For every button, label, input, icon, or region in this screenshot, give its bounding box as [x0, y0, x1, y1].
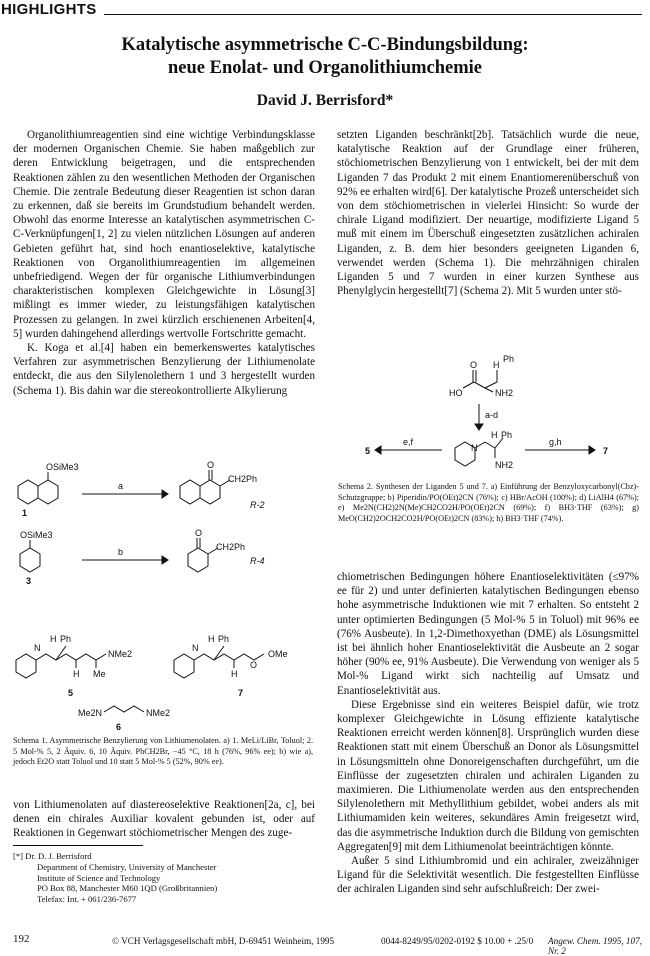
- s2-compound-7: 7: [603, 446, 609, 456]
- scheme-1-figure: [12, 460, 318, 732]
- footer-code: 0044-8249/95/0202-0192 $ 10.00 + .25/0: [381, 936, 534, 946]
- s1-product2-group: CH2Ph: [216, 542, 246, 552]
- right-column-bottom: [337, 570, 639, 897]
- scheme-2-figure: [337, 348, 640, 480]
- s2-arrow-label-gh: g,h: [549, 437, 562, 447]
- s2-n-label: N: [471, 443, 478, 453]
- s1-ligand-7-label: 7: [238, 688, 244, 698]
- footnote-author: [*] Dr. D. J. Berrisford: [13, 851, 92, 861]
- left-paragraph-1: Organolithiumreagentien sind eine wichtige Verbindungsklasse der modernen Organischen Chemie. Sie haben maßgeblich zur deren Entwicklung beigetragen, und die entsprechenden Reaktionen zählen zu den wesentlichen Methoden der Organischen Chemie. Die zentrale Bedeutung dieser Reagentien ist schon daran zu erkennen, daß sie bereits im Grundstudium behandelt werden. Obwohl das enorme Interesse an katalytischen asymmetrischen C-C-Verknüpfungen[1, 2] zu vielen nützlichen Lösungen auf anderen Gebieten geführt hat, sind hoch enantioselektive, katalytische Reaktionen von Organolithiumreagentien im allgemeinen unbefriedigend. Wegen der für organische Lithiumverbindungen charakteristischen komplexen Gleichgewichte in Lösung[3] mißlingt es immer wieder, zu leistungsfähigen katalytischen Prozessen zu gelangen. In zwei kürzlich erschienenen Arbeiten[4, 5] wurden dahingehend allerdings wertvolle Fortschritte gemacht.: [13, 129, 315, 340]
- section-header: [0, 0, 650, 20]
- s2-compound-5: 5: [365, 446, 371, 456]
- s2-ho-label: HO: [449, 388, 463, 398]
- author-name: David J. Berrisford*: [256, 92, 394, 109]
- title-line-1: Katalytische asymmetrische C-C-Bindungsbildung:: [121, 35, 529, 55]
- page-number: 192: [13, 933, 30, 945]
- s1-ligand-5-label: 5: [68, 688, 74, 698]
- right-paragraph-1: setzten Liganden beschränkt[2b]. Tatsächlich wurde die neue, katalytische Reaktion auf der Grundlage einer früheren, stöchiometrischen Benzylierung von 1 entwickelt, bei der mit dem Liganden 7 das Produkt 2 mit einem Enantiomerenüberschuß von 92% ee erhalten wird[6]. Der katalytische Prozeß unterscheidet sich von dem stöchiometrischen in vielerlei Hinsicht: So wurde der chirale Ligand modifiziert. Der neuartige, modifizierte Ligand 5 muß mit einem im Überschuß eingesetzten zusätzlichen achiralen Liganden, z. B. dem hier besonders geeigneten Liganden 6, verwendet werden (Schema 1). Die mehrzähnigen chiralen Liganden 5 und 7 wurden in einer kurzen Synthese aus Phenylglycin hergestellt[7] (Schema 2). Mit 5 wurden unter stö-: [337, 129, 639, 298]
- s2-nh2b-label: NH2: [495, 460, 514, 470]
- s1-n-label-a: N: [34, 643, 41, 653]
- s1-ome-label: OMe: [268, 649, 288, 659]
- left-paragraph-3: von Lithiumenolaten auf diastereoselektive Reaktionen[2a, c], bei denen ein chirales Auxiliar kovalent gebunden ist, oder auf Reaktionen in Gegenwart stöchiometrischer Mengen des zuge-: [13, 799, 315, 840]
- scheme-1-caption: Schema 1. Asymmetrische Benzylierung von Lithiumenolaten. a) 1. MeLi/LiBr, Toluol; 2. 5 Mol-% 5, 2 Äquiv. 6, 10 Äquiv. PhCH2Br, −45 °C, 18 h (76%, 96% ee); b) wie a), jedoch Et2O statt Toluol und 10 statt 5 Mol-% 5 (52%, 90% ee).: [13, 736, 313, 766]
- s1-ligand-6-structure: [104, 706, 144, 712]
- s1-product-2-structure: [180, 470, 230, 504]
- s1-h-label-d: H: [231, 669, 238, 679]
- footnote: [13, 851, 313, 905]
- s1-arrow-label-a: a: [118, 481, 124, 491]
- s1-compound-3-structure: [20, 540, 40, 572]
- s1-compound-1-label: 1: [22, 508, 28, 518]
- right-column-top: [337, 128, 639, 298]
- s1-o-label-3: O: [250, 660, 258, 670]
- article-title: [40, 34, 610, 80]
- s1-product1-label: R-2: [250, 500, 265, 510]
- s1-compound-3-label: 3: [26, 576, 32, 586]
- section-label: HIGHLIGHTS: [1, 1, 97, 18]
- s1-product2-label: R-4: [250, 556, 265, 566]
- footnote-line-4: Telefax: Int. + 061/236-7677: [37, 894, 137, 905]
- s2-nh2-label: NH2: [495, 388, 514, 398]
- footer-publisher: © VCH Verlagsgesellschaft mbH, D-69451 Weinheim, 1995: [112, 936, 335, 946]
- s1-reactant2-group: OSiMe3: [20, 530, 53, 540]
- s1-product1-group: CH2Ph: [228, 474, 258, 484]
- s1-ph-label-b: Ph: [218, 634, 230, 644]
- right-paragraph-2: chiometrischen Bedingungen höhere Enantioselektivitäten (≤97% ee für 2) und unter definierten katalytischen Bedingungen ebenso hohe asymmetrische Induktionen wie mit 7 erhalten. So entsteht 2 unter optimierten Bedingungen (5 Mol-% 5 in Toluol) mit 96% ee (76% Ausbeute). In 1,2-Dimethoxyethan (DME) als Lösungsmittel ist bei ähnlich hoher Enantioselektivität die Ausbeute an 2 sogar höher (90% ee, 91% Ausbeute). Die Verwendung von weniger als 5 Mol-% Ligand wirkt sich nachteilig auf Umsatz und Enantioselektivität aus.: [337, 571, 639, 697]
- s1-lig6-left: Me2N: [78, 708, 103, 718]
- s2-arrow-head: [475, 424, 483, 430]
- s1-ph-label-a: Ph: [60, 634, 72, 644]
- s1-h-label-a: H: [50, 634, 57, 644]
- phenylglycine-structure: [463, 370, 497, 392]
- footnote-rule: [13, 845, 143, 846]
- header-rule: [104, 14, 642, 15]
- footer-journal: Angew. Chem. 1995, 107, Nr. 2: [548, 936, 642, 956]
- left-column-bottom: [13, 798, 315, 841]
- s1-ligand-6-label: 6: [116, 722, 122, 732]
- s2-h2-label: H: [491, 430, 498, 440]
- right-paragraph-4: Außer 5 sind Lithiumbromid und ein achiraler, zweizähniger Ligand für die Selektivität wesentlich. Die festgestellten Einflüsse der achiralen Liganden sind sehr aufschlußreich: Der zwei-: [337, 855, 639, 896]
- s1-product-4-structure: [188, 538, 218, 572]
- s1-nme2-label: NMe2: [108, 649, 133, 659]
- s1-h-label-c: H: [208, 634, 215, 644]
- s2-o-label: O: [470, 360, 478, 370]
- footnote-line-3: PO Box 88, Manchester M60 1QD (Großbritannien): [37, 883, 218, 894]
- footnote-line-1: Department of Chemistry, University of Manchester: [37, 861, 217, 872]
- s1-o-label-1: O: [207, 460, 215, 470]
- s1-me-label: Me: [93, 669, 106, 679]
- s2-arrow-label-ef: e,f: [403, 437, 414, 447]
- right-paragraph-3: Diese Ergebnisse sind ein weiteres Beispiel dafür, wie trotz komplexer Gleichgewichte in Lösung effiziente katalytische Reaktionen erreicht werden können[8]. Ursprünglich wurden diese Reaktionen statt mit einem Überschuß an Donor als Lösungsmittel in Lösungsmitteln ohne Donoreigenschaften durchgeführt, um die Einflüsse der zugesetzten chiralen und achiralen Liganden zu maximieren. Die Lithiumenolate werden aus den entsprechenden Silylenolethern mit Methyllithium gebildet, wobei anders als mit Lithiumamiden kein weiteres, sekundäres Amin freigesetzt wird, das die asymmetrische Induktion durch die Bildung von gemischten Aggregaten[9] mit dem Lithiumenolat beeinträchtigen könnte.: [337, 698, 639, 853]
- s1-o-label-2: O: [195, 528, 203, 538]
- s2-ph2-label: Ph: [501, 430, 513, 440]
- s1-h-label-b: H: [73, 669, 80, 679]
- s2-ph-label: Ph: [503, 354, 515, 364]
- s2-h-label: H: [493, 360, 500, 370]
- s1-n-label-b: N: [192, 643, 199, 653]
- left-paragraph-2: K. Koga et al.[4] haben ein bemerkenswertes katalytisches Verfahren zur asymmetrischen Benzylierung der Lithiumenolate entdeckt, die aus den Silylenolethern 1 und 3 hergestellt wurden (Schema 1). Bis dahin war die stereokontrollierte Alkylierung: [13, 342, 315, 397]
- title-line-2: neue Enolat- und Organolithiumchemie: [167, 58, 482, 78]
- s2-arrow-label-ad: a-d: [485, 410, 499, 420]
- scheme-2-caption: Schema 2. Synthesen der Liganden 5 und 7. a) Einführung der Benzyloxycarbonyl(Cbz)-Schutzgruppe; b) Piperidin/PO(OEt)2CN (76%); c) HBr/AcOH (100%); d) LiAlH4 (67%); e) Me2N(CH2)2N(Me)CH2CO2H/PO(OEt)2CN (69%); f) BH3·THF (63%); g) MeO(CH2)2OCH2CO2H/PO(OEt)2CN (83%); h) BH3·THF (74%).: [338, 482, 639, 523]
- s1-arrow-label-b: b: [118, 547, 124, 557]
- left-column-top: [13, 128, 315, 398]
- footnote-line-2: Institute of Science and Technology: [37, 872, 161, 883]
- s1-reactant1-group: OSiMe3: [46, 462, 79, 472]
- s1-lig6-right: NMe2: [146, 708, 171, 718]
- s1-compound-1-structure: [18, 472, 58, 504]
